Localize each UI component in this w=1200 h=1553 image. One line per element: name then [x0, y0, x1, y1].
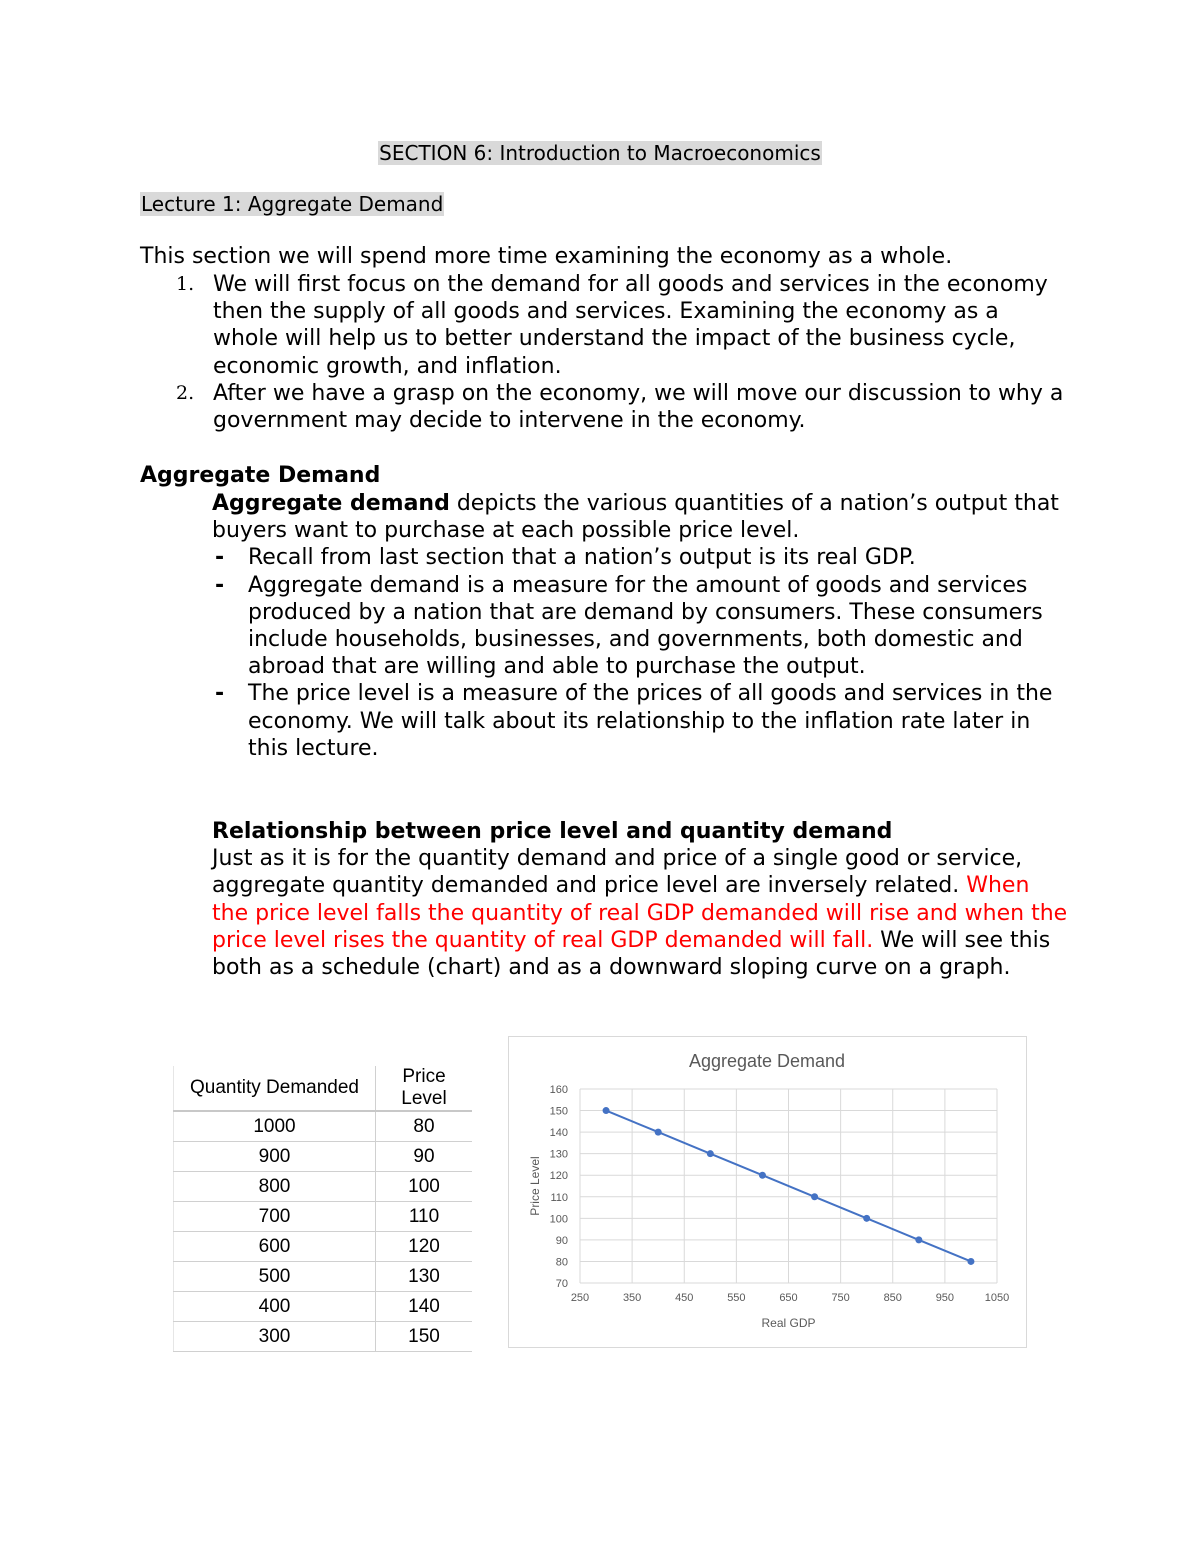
table-cell: 110 — [376, 1202, 473, 1232]
table-row — [174, 1142, 473, 1172]
list-number: 1. — [176, 273, 195, 295]
definition-term: Aggregate demand — [212, 491, 450, 516]
table-cell: 400 — [174, 1292, 376, 1322]
x-tick-label: 950 — [935, 1292, 955, 1304]
data-point — [863, 1215, 870, 1222]
table-cell: 300 — [174, 1322, 376, 1352]
table-row — [174, 1262, 473, 1292]
bullet-text: The price level is a measure of the prices of all goods and services in the economy. We will talk about its relationship to the inflation rate later in this lecture. — [248, 681, 1053, 761]
table-row — [174, 1202, 473, 1232]
aggregate-demand-block — [212, 490, 1072, 762]
x-tick-label: 650 — [779, 1292, 798, 1304]
data-point — [811, 1193, 818, 1200]
data-point — [655, 1129, 662, 1136]
table-cell: 140 — [376, 1292, 473, 1322]
aggregate-demand-chart — [508, 1036, 1027, 1348]
bullet-text: Aggregate demand is a measure for the amount of goods and services produced by a nation that are demand by consumers. These consumers include households, businesses, and governments, both domestic and abroad that are willing and able to purchase the output. — [248, 572, 1043, 680]
y-axis-label: Price Level — [528, 1156, 542, 1216]
numbered-list — [140, 271, 1070, 434]
x-tick-label: 450 — [675, 1292, 694, 1304]
relationship-text-before: Just as it is for the quantity demand and price of a single good or service, aggregate quantity demanded and price level are inversely related. — [212, 846, 1023, 899]
bullet-text: Recall from last section that a nation’s output is its real GDP. — [248, 545, 916, 571]
table-cell: 100 — [376, 1172, 473, 1202]
relationship-heading: Relationship between price level and quantity demand — [212, 819, 893, 844]
relationship-text-highlight: When the price level falls the quantity of real GDP demanded will rise and when the price level rises the quantity of real GDP demanded will fall. — [212, 873, 1068, 953]
y-tick-label: 70 — [555, 1278, 568, 1290]
x-tick-label: 250 — [570, 1292, 590, 1304]
y-tick-label: 120 — [549, 1170, 568, 1183]
demand-schedule-table — [173, 1066, 472, 1352]
relationship-block — [212, 818, 1072, 981]
x-tick-label: 550 — [727, 1292, 746, 1304]
chart-svg — [509, 1037, 1026, 1347]
table-row — [174, 1322, 473, 1352]
table-row — [174, 1172, 473, 1202]
list-item — [140, 271, 1070, 380]
list-item-text: We will first focus on the demand for all goods and services in the economy then the supply of all goods and services. Examining the economy as a whole will help us to better understand the impact of the business cycle, economic growth, and inflation. — [213, 272, 1048, 379]
table-cell: 120 — [376, 1232, 473, 1262]
list-item — [140, 380, 1070, 434]
intro-paragraph: This section we will spend more time examining the economy as a whole. — [140, 244, 953, 269]
section-title: SECTION 6: Introduction to Macroeconomics — [379, 141, 821, 165]
bullet-item — [212, 680, 1072, 762]
definition-paragraph — [212, 490, 1072, 544]
x-axis-label: Real GDP — [761, 1316, 816, 1330]
x-tick-label: 1050 — [984, 1292, 1010, 1304]
data-point — [915, 1236, 922, 1243]
table-cell: 600 — [174, 1232, 376, 1262]
list-item-text: After we have a grasp on the economy, we will move our discussion to why a government may decide to intervene in the economy. — [213, 380, 1064, 434]
table-cell: 130 — [376, 1262, 473, 1292]
table-cell: 500 — [174, 1262, 376, 1292]
y-tick-label: 150 — [549, 1105, 568, 1118]
dash-marker: - — [215, 681, 225, 707]
x-tick-label: 850 — [883, 1292, 902, 1304]
lecture-title: Lecture 1: Aggregate Demand — [141, 192, 444, 216]
table-cell: 900 — [174, 1142, 376, 1172]
y-tick-label: 160 — [549, 1084, 568, 1096]
data-point — [967, 1258, 974, 1265]
bullet-item — [212, 572, 1072, 681]
table-cell: 700 — [174, 1202, 376, 1232]
dash-marker: - — [215, 545, 225, 571]
x-tick-label: 750 — [831, 1292, 850, 1304]
column-header: Quantity Demanded — [174, 1066, 376, 1111]
data-point — [603, 1107, 610, 1114]
relationship-text-after: We will see this both as a schedule (chart) and as a downward sloping curve on a graph. — [212, 927, 1051, 981]
section-title-wrap — [0, 139, 1200, 167]
y-tick-label: 130 — [549, 1148, 568, 1161]
table-row — [174, 1232, 473, 1262]
relationship-paragraph — [212, 845, 1072, 981]
table-row — [174, 1292, 473, 1322]
y-tick-label: 100 — [549, 1213, 568, 1226]
y-tick-label: 90 — [555, 1234, 568, 1247]
dash-marker: - — [215, 572, 225, 598]
y-tick-label: 110 — [550, 1191, 568, 1204]
list-number: 2. — [176, 381, 195, 404]
table-cell: 90 — [376, 1142, 473, 1172]
x-tick-label: 350 — [622, 1292, 642, 1304]
y-tick-label: 80 — [555, 1256, 568, 1269]
definition-text: depicts the various quantities of a nation’s output that buyers want to purchase at each possible price level. — [212, 491, 1059, 544]
y-tick-label: 140 — [549, 1127, 568, 1140]
chart-title: Aggregate Demand — [688, 1051, 846, 1071]
table-cell: 800 — [174, 1172, 376, 1202]
data-point — [759, 1172, 766, 1179]
table-header-row — [174, 1066, 473, 1111]
data-point — [707, 1150, 714, 1157]
table-row — [174, 1111, 473, 1142]
aggregate-demand-heading: Aggregate Demand — [140, 463, 381, 488]
table-cell: 150 — [376, 1322, 473, 1352]
table-cell: 80 — [376, 1111, 473, 1142]
column-header: Price Level — [376, 1066, 473, 1111]
table-cell: 1000 — [174, 1111, 376, 1142]
lecture-title-wrap — [140, 190, 444, 218]
bullet-item — [212, 544, 1072, 571]
